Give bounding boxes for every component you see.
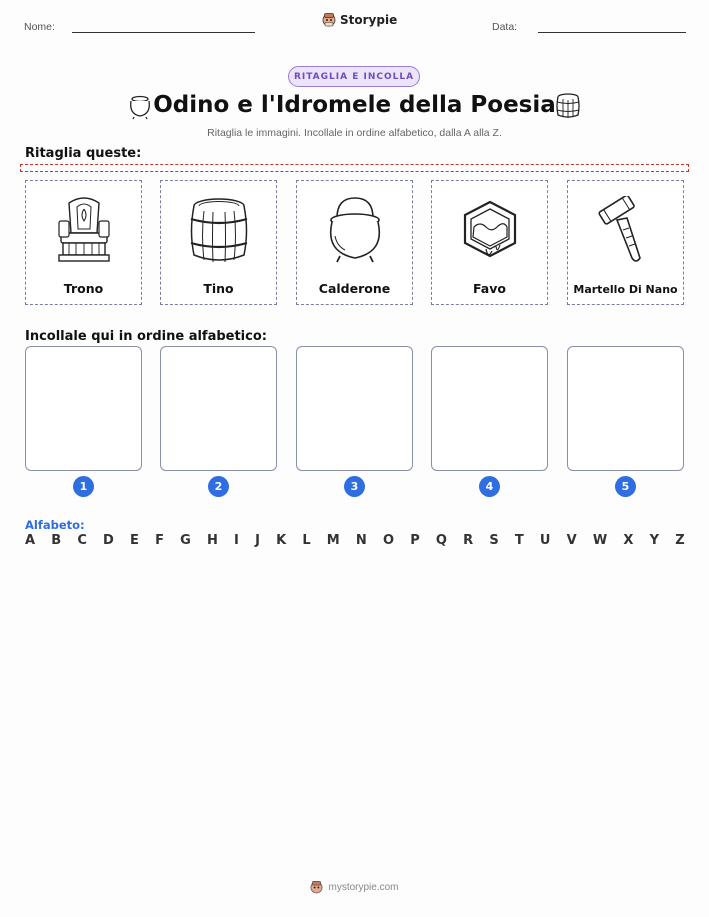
name-line [72, 32, 255, 33]
alphabet-letter: A [25, 533, 36, 548]
alphabet-letter: S [489, 533, 499, 548]
paste-slot[interactable] [296, 346, 413, 471]
alphabet-letter: B [51, 533, 62, 548]
alphabet-letter: H [206, 533, 218, 548]
cut-card-martello[interactable] [567, 180, 684, 305]
card-label: Calderone [318, 281, 391, 296]
card-label: Tino [203, 281, 234, 296]
throne-icon [49, 195, 119, 267]
date-line [538, 32, 686, 33]
barrel-icon [188, 197, 250, 265]
paste-slot[interactable] [25, 346, 142, 471]
slot-number: 4 [479, 476, 500, 497]
cut-line [20, 164, 689, 172]
alphabet-letter: I [234, 533, 239, 548]
alphabet-letter: Z [675, 533, 685, 548]
storypie-mascot-icon [310, 880, 323, 894]
date-label: Data: [492, 21, 518, 33]
alphabet-letter: W [592, 533, 608, 548]
alphabet-letter: X [623, 533, 634, 548]
footer-url: mystorypie.com [328, 881, 399, 893]
cut-heading: Ritaglia queste: [25, 146, 142, 161]
alphabet-letter: K [276, 533, 287, 548]
alphabet-heading: Alfabeto: [25, 518, 85, 532]
cut-card-favo[interactable] [431, 180, 548, 305]
alphabet-letter: D [103, 533, 114, 548]
name-label: Nome: [24, 21, 55, 33]
alphabet-letter: U [539, 533, 551, 548]
alphabet-letter: N [355, 533, 367, 548]
barrel-title-icon [554, 92, 582, 120]
paste-heading: Incollale qui in ordine alfabetico: [25, 329, 267, 344]
alphabet-letter: M [326, 533, 340, 548]
brand-name: Storypie [340, 12, 398, 27]
cauldron-icon [323, 196, 387, 266]
cut-card-tino[interactable] [160, 180, 277, 305]
alphabet-letter: C [77, 533, 87, 548]
paste-slot[interactable] [160, 346, 277, 471]
paste-slot[interactable] [567, 346, 684, 471]
alphabet-letter: T [514, 533, 524, 548]
alphabet-row [25, 533, 685, 548]
slot-number: 5 [615, 476, 636, 497]
hammer-icon [596, 196, 656, 266]
card-label: Martello Di Nano [573, 283, 678, 296]
activity-badge: RITAGLIA E INCOLLA [288, 66, 420, 87]
footer [0, 880, 709, 894]
honeycomb-icon [460, 199, 520, 263]
instructions: Ritaglia le immagini. Incollale in ordine alfabetico, dalla A alla Z. [207, 127, 502, 139]
paste-slot[interactable] [431, 346, 548, 471]
alphabet-letter: F [155, 533, 164, 548]
alphabet-letter: Q [435, 533, 447, 548]
cut-card-trono[interactable] [25, 180, 142, 305]
brand-logo [322, 12, 397, 27]
alphabet-letter: L [302, 533, 311, 548]
alphabet-letter: G [180, 533, 191, 548]
alphabet-letter: J [255, 533, 260, 548]
slot-number: 1 [73, 476, 94, 497]
alphabet-letter: V [566, 533, 577, 548]
storypie-mascot-icon [322, 12, 336, 27]
alphabet-letter: O [382, 533, 395, 548]
page-title: Odino e l'Idromele della Poesia [153, 92, 556, 118]
alphabet-letter: R [463, 533, 474, 548]
alphabet-letter: P [410, 533, 420, 548]
alphabet-letter: E [130, 533, 139, 548]
card-label: Favo [473, 281, 506, 296]
card-label: Trono [63, 281, 104, 296]
cut-card-calderone[interactable] [296, 180, 413, 305]
slot-number: 2 [208, 476, 229, 497]
slot-number: 3 [344, 476, 365, 497]
alphabet-letter: Y [649, 533, 660, 548]
